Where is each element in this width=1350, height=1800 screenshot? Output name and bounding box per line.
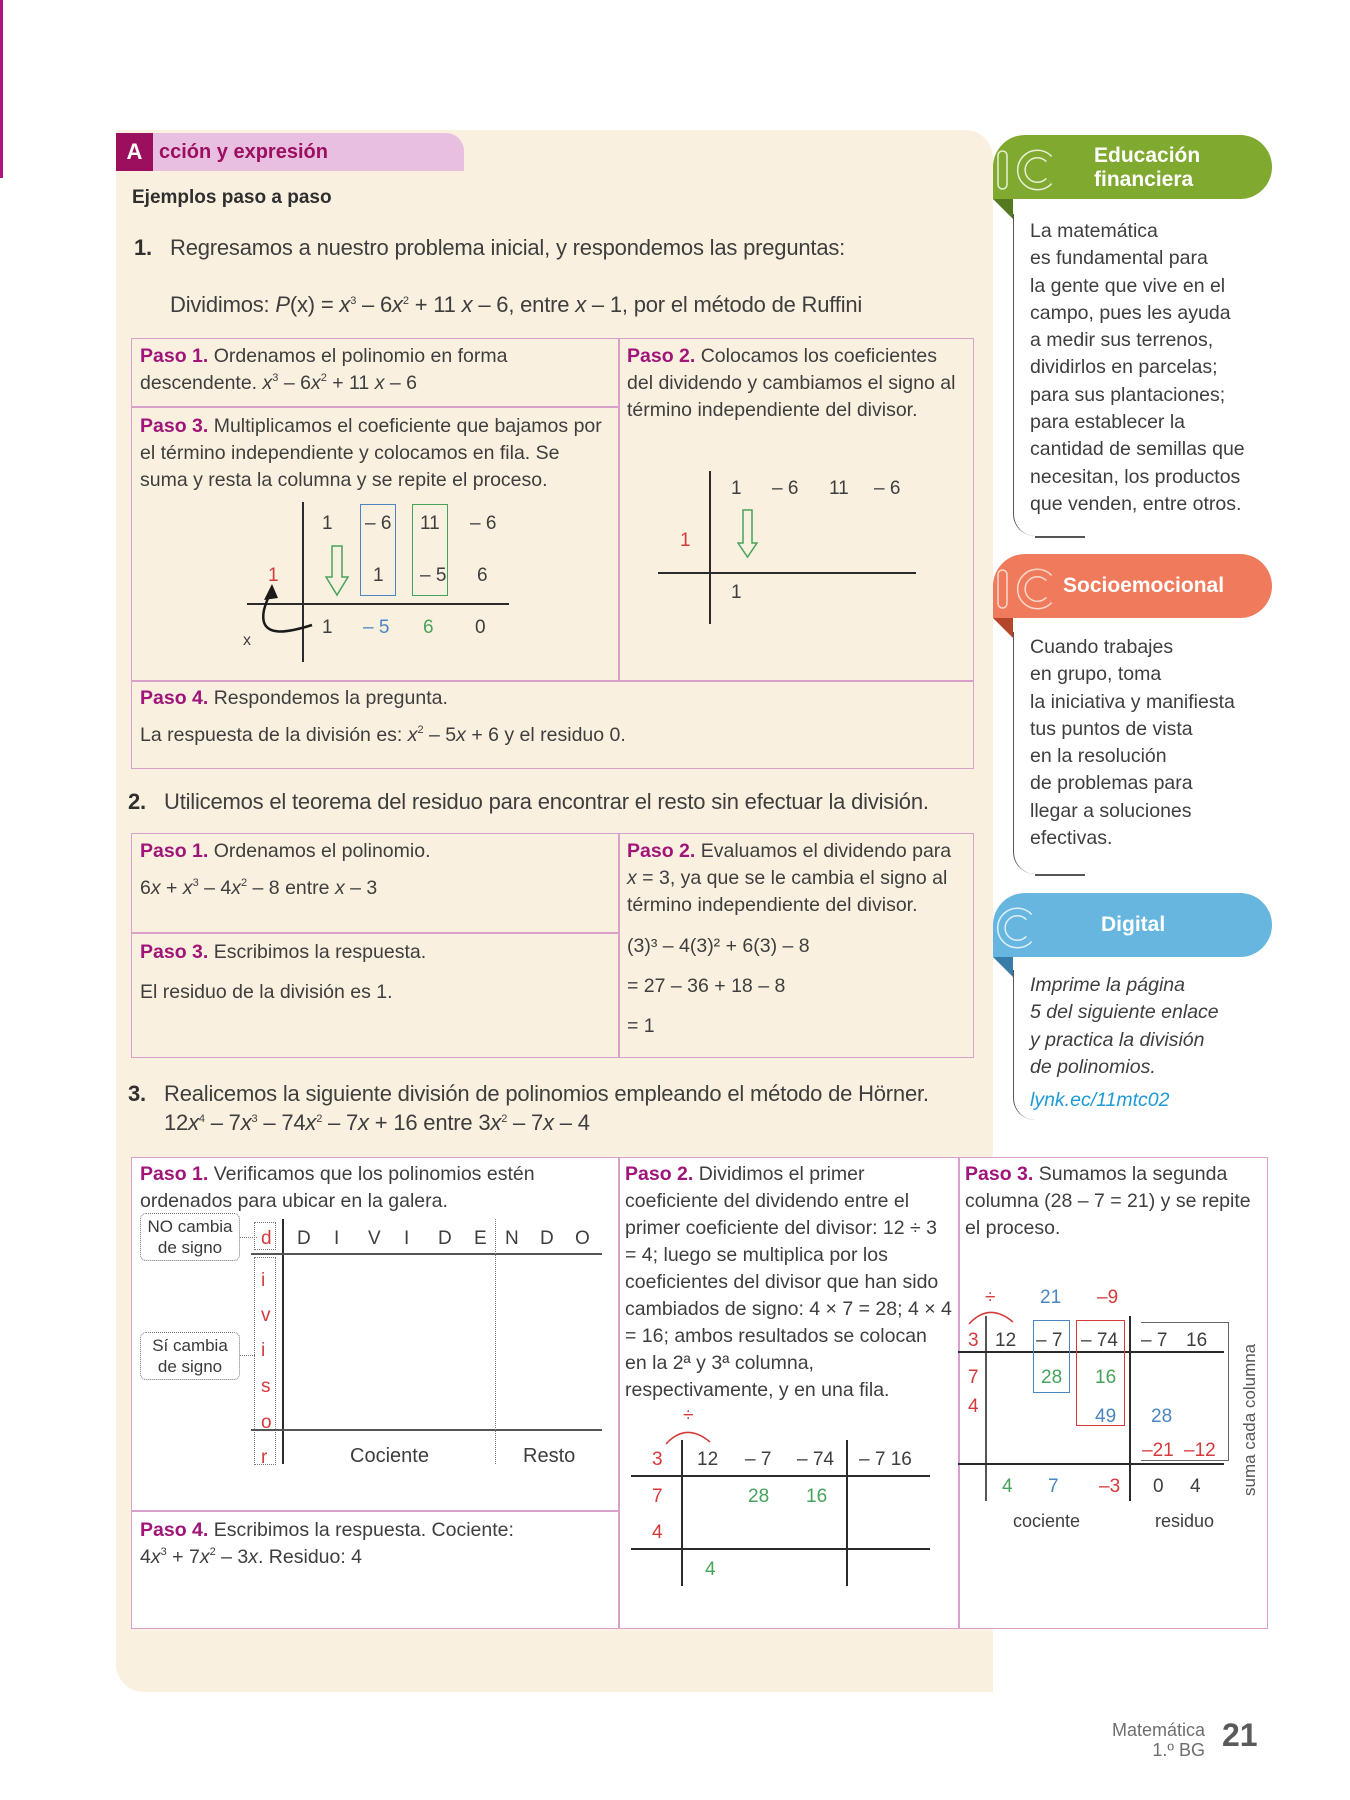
remainder: 0 xyxy=(1153,1476,1164,1497)
sidebar-line: de problemas para xyxy=(1030,772,1193,795)
sidebar-line: La matemática xyxy=(1030,220,1158,242)
socioemocional-title: Socioemocional xyxy=(1063,574,1225,597)
c-logo-icon xyxy=(995,903,1035,951)
product: 28 xyxy=(1041,1367,1063,1388)
ribbon-fold xyxy=(993,618,1013,638)
ex1-paso4-text xyxy=(132,681,973,716)
example1-intro-text: Regresamos a nuestro problema inicial, y respondemos las preguntas: xyxy=(170,235,846,260)
sidebar-line: campo, pues les ayuda xyxy=(1030,301,1231,324)
ex3-paso1-text xyxy=(132,1158,619,1218)
result: 1 xyxy=(322,617,333,638)
remainder: 4 xyxy=(1190,1476,1201,1497)
txt: – 4 xyxy=(198,877,232,899)
txt: x xyxy=(392,292,403,317)
page-edge-accent xyxy=(0,0,3,178)
quotient: 7 xyxy=(1048,1476,1059,1497)
sidebar-line: Cuando trabajes xyxy=(1030,636,1174,658)
txt: 2 xyxy=(402,295,409,307)
galera-remainder-divider xyxy=(495,1219,496,1464)
digital-body xyxy=(1013,970,1263,1120)
result: 0 xyxy=(475,617,486,638)
quotient: 4 xyxy=(705,1559,716,1580)
quotient: –3 xyxy=(1099,1476,1121,1497)
product: –12 xyxy=(1184,1440,1216,1461)
paso-label: Paso 2. xyxy=(627,345,696,367)
txt: Dividimos el primer coeficiente del dividendo entre el primer coeficiente del divisor: 12 ÷ 3 = 4; luego se multiplica por los coeficientes del divisor que han sido cambiados de signo: 4 × 7 = 28; 4 × 4 = 16; ambos resultados se colocan en la 2ª y 3ª columna, respectivamente, y en una fila. xyxy=(625,1163,952,1401)
divisor-letter: i xyxy=(261,1270,266,1291)
txt: . Residuo: 4 xyxy=(257,1546,363,1568)
root: 1 xyxy=(268,565,279,586)
divisor-coef: 4 xyxy=(652,1522,663,1543)
galera-bottom-line xyxy=(251,1429,602,1431)
eval-line: = 1 xyxy=(627,1015,655,1037)
divisor-coef: 3 xyxy=(968,1330,979,1351)
divisor-letter: o xyxy=(261,1412,272,1433)
dividendo-letter: O xyxy=(575,1228,590,1249)
eval-line: (3)³ – 4(3)² + 6(3) – 8 xyxy=(627,935,810,957)
curved-arrow-icon xyxy=(250,580,320,640)
divisor-letter: i xyxy=(261,1340,266,1361)
sidebar-line: dividirlos en parcelas; xyxy=(1030,356,1218,379)
coef: – 6 xyxy=(772,478,799,499)
horner-vertical-line xyxy=(985,1316,987,1501)
txt: (x) xyxy=(289,292,315,317)
footer-grade: 1.º BG xyxy=(1152,1740,1205,1760)
txt: Multiplicamos el coeficiente que bajamos por el término independiente y colocamos en fila. Se suma y resta la columna y se repite el proceso. xyxy=(140,415,602,491)
section-tag-initial: A xyxy=(116,133,153,171)
txt: – 6, entre xyxy=(472,292,576,317)
division-arc-icon xyxy=(664,1428,714,1446)
txt: + xyxy=(160,877,183,899)
paso-label: Paso 4. xyxy=(140,1519,209,1541)
result: 1 xyxy=(731,582,742,603)
example3-poly: $12x^4 - 7x^3 - 74x^2 - 7x + 16$ entre $3x^2 - 7x - 4$ xyxy=(164,1110,590,1135)
dividend-coef: – 7 xyxy=(1036,1330,1063,1351)
dividendo-letter: I xyxy=(334,1228,340,1249)
down-arrow-icon xyxy=(325,545,349,597)
sidebar-line: necesitan, los productos xyxy=(1030,465,1241,488)
divider xyxy=(1035,536,1085,538)
txt: + 6 y el residuo 0. xyxy=(465,724,626,746)
root: 1 xyxy=(680,530,691,551)
dividendo-letter: N xyxy=(505,1228,519,1249)
financiera-title xyxy=(1094,144,1200,192)
ex2-paso1-text xyxy=(132,834,619,869)
example1-intro xyxy=(134,235,845,261)
dividend-coef: – 7 16 xyxy=(859,1449,912,1470)
ex2-poly: $6x + x^3 - 4x^2 - 8$ entre x – 3 xyxy=(140,877,378,899)
result: 6 xyxy=(423,617,434,638)
residuo-label: residuo xyxy=(1155,1511,1215,1531)
example3-intro-text: Realicemos la siguiente división de polinomios empleando el método de Hörner. xyxy=(164,1081,929,1106)
ruffini-vertical-line xyxy=(709,471,711,624)
ic-logo-icon xyxy=(995,145,1059,193)
dividendo-letter: D xyxy=(297,1228,311,1249)
product: 1 xyxy=(373,565,384,586)
txt: – 8 entre xyxy=(247,877,335,899)
horner-remainder-line xyxy=(1129,1316,1131,1501)
example2-intro-text: Utilicemos el teorema del residuo para encontrar el resto sin efectuar la división. xyxy=(164,789,929,814)
txt: 4 xyxy=(140,1546,151,1568)
cociente-label: cociente xyxy=(1013,1511,1081,1531)
quotient: 4 xyxy=(1002,1476,1013,1497)
sidebar-line: Imprime la página xyxy=(1030,974,1185,996)
socioemocional-header xyxy=(993,554,1272,618)
ex2-paso3-text xyxy=(132,933,619,972)
txt: – 7 xyxy=(322,1110,359,1135)
ex3-paso4-text: Paso 4. Escribimos la respuesta. Cociente: $4x^3 + 7x^2 - 3x$. Residuo: 4 xyxy=(140,1519,514,1568)
ruffini-horizontal-line xyxy=(658,572,916,574)
sidebar-line: en grupo, toma xyxy=(1030,663,1162,686)
txt: – 4 xyxy=(553,1110,590,1135)
example1-divide-line xyxy=(170,292,862,318)
txt: La respuesta de la división es: xyxy=(140,724,408,746)
sidebar-line: para sus plantaciones; xyxy=(1030,383,1226,406)
product: – 5 xyxy=(420,565,447,586)
txt: 12 xyxy=(164,1110,189,1135)
product: 28 xyxy=(748,1486,770,1507)
txt: Verificamos que los polinomios estén ordenados para ubicar en la galera. xyxy=(140,1163,535,1212)
sidebar-line: y practica la división xyxy=(1030,1028,1205,1051)
divisor-letter: s xyxy=(261,1376,271,1397)
horner-vertical-line xyxy=(681,1440,683,1586)
divisor-coef: 7 xyxy=(652,1486,663,1507)
coef: – 6 xyxy=(365,513,392,534)
footer-subject: Matemática xyxy=(1111,1720,1205,1740)
divisor-coef: 3 xyxy=(652,1449,663,1470)
txt: = xyxy=(314,292,340,317)
txt: Sumamos la segunda columna (28 – 7 = 21) y se repite el proceso. xyxy=(965,1163,1251,1239)
sidebar-line: la gente que vive en el xyxy=(1030,274,1226,297)
divisor-letter: d xyxy=(261,1228,272,1249)
digital-lines xyxy=(1030,972,1263,1081)
txt: Ordenamos el polinomio en forma descendente. xyxy=(140,345,508,394)
txt: P xyxy=(275,292,290,317)
dividendo-letter: E xyxy=(474,1228,487,1249)
paso-label: Paso 4. xyxy=(140,687,209,709)
paso-label: Paso 1. xyxy=(140,840,209,862)
product: 28 xyxy=(1151,1406,1173,1427)
dividend-coef: – 7 xyxy=(1141,1330,1168,1351)
ex1-paso4-cell xyxy=(131,680,974,769)
horner-bottom-line xyxy=(958,1463,1224,1465)
sidebar-line: cantidad de semillas que xyxy=(1030,438,1245,461)
dividend-coef: – 7 xyxy=(745,1449,772,1470)
txt: + 11 xyxy=(326,372,375,394)
horner-top-line xyxy=(631,1475,930,1477)
result: – 5 xyxy=(363,617,390,638)
example2-intro xyxy=(128,789,929,815)
sidebar-line: efectivas. xyxy=(1030,827,1113,850)
sidebar-line: en la resolución xyxy=(1030,745,1167,768)
txt: Dividimos: xyxy=(170,292,276,317)
division-arc-icon xyxy=(967,1308,1017,1326)
product: 16 xyxy=(1095,1367,1117,1388)
txt: Ordenamos el polinomio. xyxy=(213,840,431,862)
txt: Evaluamos el dividendo para xyxy=(700,840,952,862)
sidebar-line: llegar a soluciones xyxy=(1030,799,1192,822)
txt: – 1, por el método de Ruffini xyxy=(586,292,863,317)
footer-subject-block xyxy=(1050,1720,1205,1760)
divisor-letter: v xyxy=(261,1305,271,1326)
digital-header xyxy=(993,893,1272,957)
green-column-box xyxy=(412,504,448,596)
coef: 1 xyxy=(322,513,333,534)
ex1-paso1-text: Paso 1. Ordenamos el polinomio en forma descendente. $x^3 - 6x^2 + 11$ x – 6 xyxy=(140,345,508,394)
txt: – 74 xyxy=(257,1110,306,1135)
paso-label: Paso 2. xyxy=(625,1163,694,1185)
suma-cada-columna-label: suma cada columna xyxy=(1240,1343,1259,1496)
financiera-body xyxy=(1013,214,1263,536)
sidebar-line: para establecer la xyxy=(1030,411,1186,434)
ex3-paso3-text xyxy=(959,1158,1267,1245)
txt: Educación xyxy=(1094,144,1201,167)
dividend-coef: – 74 xyxy=(797,1449,834,1470)
txt: Escribimos la respuesta. Cociente: xyxy=(213,1519,514,1541)
socioemocional-body xyxy=(1013,632,1263,874)
section-tag xyxy=(116,133,464,171)
ex1-paso1-cell xyxy=(131,338,620,408)
financiera-header xyxy=(993,135,1272,199)
ex1-answer: La respuesta de la división es: $x^2 - 5x + 6$ y el residuo 0. xyxy=(140,724,626,746)
divide-symbol: ÷ xyxy=(985,1287,996,1308)
ex1-paso3-text xyxy=(132,407,619,500)
paso-label: Paso 1. xyxy=(140,1163,209,1185)
txt: – 7 xyxy=(204,1110,241,1135)
ex3-paso2-cell xyxy=(618,1157,960,1629)
sidebar-line: que venden, entre otros. xyxy=(1030,492,1242,515)
ic-logo-icon xyxy=(995,564,1059,612)
divisor-letter: r xyxy=(261,1447,268,1468)
txt: x xyxy=(461,292,473,317)
txt: + 11 xyxy=(408,292,462,317)
ex2-paso3-cell xyxy=(131,932,620,1058)
down-arrow-icon xyxy=(737,509,759,559)
sidebar-line: tus puntos de vista xyxy=(1030,717,1193,740)
multiply-label: x xyxy=(243,632,251,649)
txt: – 6 xyxy=(356,292,393,317)
horner-remainder-line xyxy=(846,1440,848,1586)
paso-label: Paso 3. xyxy=(140,941,209,963)
dividend-coef: 16 xyxy=(1186,1330,1208,1351)
txt: – 7 xyxy=(507,1110,544,1135)
product: 49 xyxy=(1095,1406,1117,1427)
dividendo-letter: I xyxy=(404,1228,410,1249)
txt: x xyxy=(339,292,351,317)
ribbon-fold xyxy=(993,957,1013,977)
eval-line: = 27 – 36 + 18 – 8 xyxy=(627,975,786,997)
ex2-answer: El residuo de la división es 1. xyxy=(140,981,393,1003)
txt: – 3 xyxy=(215,1546,249,1568)
txt: = 3, ya que se le cambia el signo al término independiente del divisor. xyxy=(627,867,948,916)
galera-vertical-line xyxy=(282,1219,284,1464)
divisor-coef: 4 xyxy=(968,1396,979,1417)
si-cambia-label: Sí cambia de signo xyxy=(140,1332,240,1380)
ex2-paso2-text: Paso 2. Evaluamos el dividendo para x = 3, ya que se le cambia el signo al término independiente del divisor. xyxy=(627,840,952,916)
divisor-coef: 7 xyxy=(968,1367,979,1388)
dividendo-letter: D xyxy=(540,1228,554,1249)
resto-label: Resto xyxy=(523,1445,576,1467)
txt: – 5 xyxy=(423,724,457,746)
ribbon-fold xyxy=(993,199,1013,219)
connector xyxy=(240,1355,255,1356)
sidebar-line: la iniciativa y manifiesta xyxy=(1030,690,1235,713)
column-sum: 21 xyxy=(1040,1287,1062,1308)
sidebar-line: es fundamental para xyxy=(1030,247,1208,270)
ex3-paso4-cell xyxy=(131,1510,620,1629)
dividend-coef: 12 xyxy=(995,1330,1017,1351)
paso-label: Paso 2. xyxy=(627,840,696,862)
column-sum: –9 xyxy=(1097,1287,1119,1308)
txt: – 6 xyxy=(384,372,417,394)
example2-number: 2. xyxy=(128,789,146,814)
ex3-paso2-text xyxy=(619,1158,959,1407)
ex2-paso2-cell xyxy=(618,833,974,1058)
txt: Colocamos los coeficientes del dividendo y cambiamos el signo al término independiente del divisor. xyxy=(627,345,956,421)
txt: financiera xyxy=(1094,168,1194,191)
divide-symbol: ÷ xyxy=(683,1405,694,1426)
txt: x xyxy=(575,292,587,317)
txt: – 6 xyxy=(278,372,311,394)
section-tag-title: cción y expresión xyxy=(153,133,464,171)
dividend-coef: – 74 xyxy=(1081,1330,1118,1351)
paso-label: Paso 3. xyxy=(140,415,209,437)
txt: 6 xyxy=(140,877,151,899)
page-number: 21 xyxy=(1222,1717,1258,1753)
sidebar-line: de polinomios. xyxy=(1030,1055,1156,1078)
no-cambia-label: NO cambia de signo xyxy=(140,1213,240,1261)
coef: 11 xyxy=(829,478,849,499)
paso-label: Paso 1. xyxy=(140,345,209,367)
coef: – 6 xyxy=(470,513,497,534)
divider xyxy=(1035,874,1085,876)
digital-title: Digital xyxy=(1101,913,1166,936)
sidebar-line: 5 del siguiente enlace xyxy=(1030,1001,1219,1024)
txt: – 3 xyxy=(344,877,378,899)
digital-link[interactable]: lynk.ec/11mtc02 xyxy=(1030,1089,1170,1112)
horner-bottom-line xyxy=(631,1548,930,1550)
galera-top-line xyxy=(251,1253,602,1255)
product: –21 xyxy=(1142,1440,1174,1461)
example3-number: 3. xyxy=(128,1081,146,1106)
product: 16 xyxy=(806,1486,828,1507)
txt: 3 xyxy=(350,295,357,307)
txt: Escribimos la respuesta. xyxy=(213,941,427,963)
dividendo-letter: V xyxy=(368,1228,381,1249)
paso-label: Paso 3. xyxy=(965,1163,1034,1185)
ex1-paso2-text xyxy=(619,339,973,428)
txt: Respondemos la pregunta. xyxy=(213,687,448,709)
sidebar-line: a medir sus terrenos, xyxy=(1030,329,1214,352)
dividend-coef: 12 xyxy=(697,1449,719,1470)
coef: 11 xyxy=(420,513,440,534)
coef: – 6 xyxy=(874,478,901,499)
blue-column-box xyxy=(360,504,396,596)
txt: + 16 entre 3 xyxy=(368,1110,491,1135)
product: 6 xyxy=(477,565,488,586)
coef: 1 xyxy=(731,478,742,499)
section-heading: Ejemplos paso a paso xyxy=(132,187,332,208)
ex2-paso1-cell xyxy=(131,833,620,934)
cociente-label: Cociente xyxy=(350,1445,429,1467)
dividendo-letter: D xyxy=(438,1228,452,1249)
txt: + 7 xyxy=(166,1546,200,1568)
example1-number: 1. xyxy=(134,235,152,260)
ex1-paso2-cell xyxy=(618,338,974,682)
example3-intro xyxy=(128,1081,929,1107)
